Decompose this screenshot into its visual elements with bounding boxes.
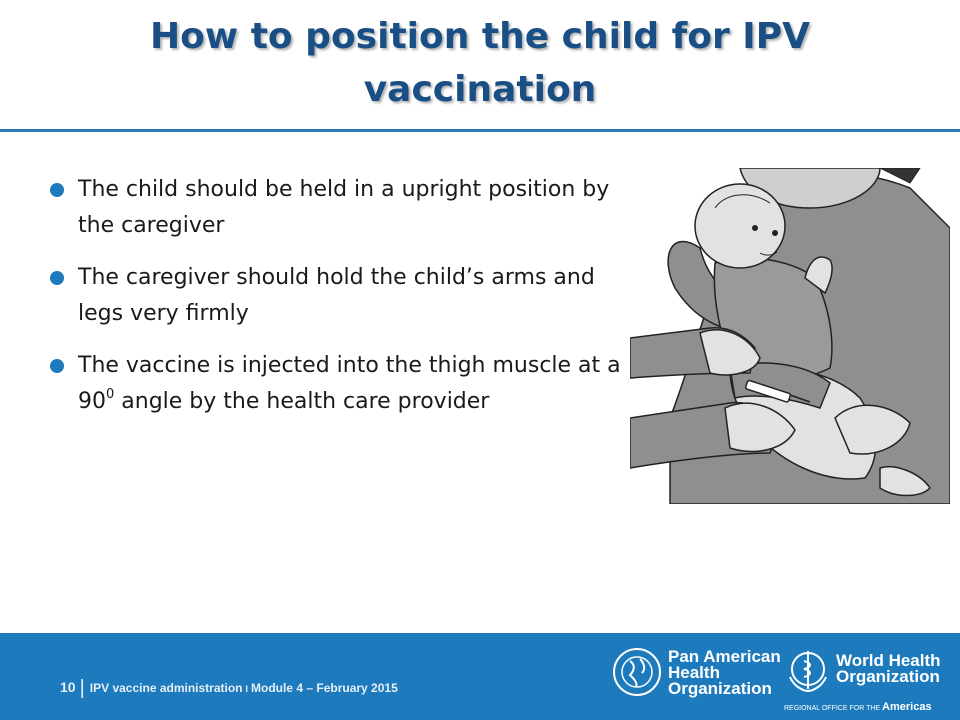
title-divider xyxy=(0,129,960,132)
paho-name xyxy=(668,649,781,697)
bullet-dot-icon xyxy=(50,359,64,373)
who-sub-bold: Americas xyxy=(882,701,932,713)
footer-text-part2: Module 4 – February 2015 xyxy=(251,681,398,695)
footer-separator: | xyxy=(79,677,85,699)
footer-text-part1: IPV vaccine administration xyxy=(89,681,243,695)
slide-title-line1: How to position the child for IPV xyxy=(150,16,810,57)
bullet-text-after: angle by the health care provider xyxy=(114,389,490,414)
page-number: 10 xyxy=(60,679,76,695)
slide-title-line2: vaccination xyxy=(363,69,597,110)
who-name xyxy=(836,653,941,685)
bullet-dot-icon xyxy=(50,183,64,197)
paho-emblem-icon xyxy=(612,647,662,697)
bullet-item xyxy=(50,348,625,420)
who-line2: Organization xyxy=(836,667,940,686)
who-sub-text: REGIONAL OFFICE FOR THE xyxy=(784,705,881,712)
paho-line2: Health xyxy=(668,663,720,682)
bullet-item xyxy=(50,172,625,244)
slide-title xyxy=(60,10,900,116)
bullet-item xyxy=(50,260,625,332)
vaccination-illustration xyxy=(630,168,950,504)
bullet-dot-icon xyxy=(50,271,64,285)
degree-superscript: 0 xyxy=(106,387,115,402)
who-logo xyxy=(784,647,941,713)
who-line1: World Health xyxy=(836,651,941,670)
footer-inline-separator: I xyxy=(245,684,249,694)
paho-logo xyxy=(612,647,781,701)
bullet-list xyxy=(50,172,625,436)
footer-bar xyxy=(0,633,960,720)
who-regional-office xyxy=(784,701,932,713)
bullet-text: The caregiver should hold the child’s arms and legs very firmly xyxy=(78,265,595,326)
bullet-text: The child should be held in a upright position by the caregiver xyxy=(78,177,610,238)
footer-caption xyxy=(60,677,398,700)
who-emblem-icon xyxy=(784,647,832,695)
bullet-text-before: The vaccine is injected into the thigh muscle at a 90 xyxy=(78,353,621,414)
paho-line3: Organization xyxy=(668,679,772,698)
paho-line1: Pan American xyxy=(668,647,781,666)
